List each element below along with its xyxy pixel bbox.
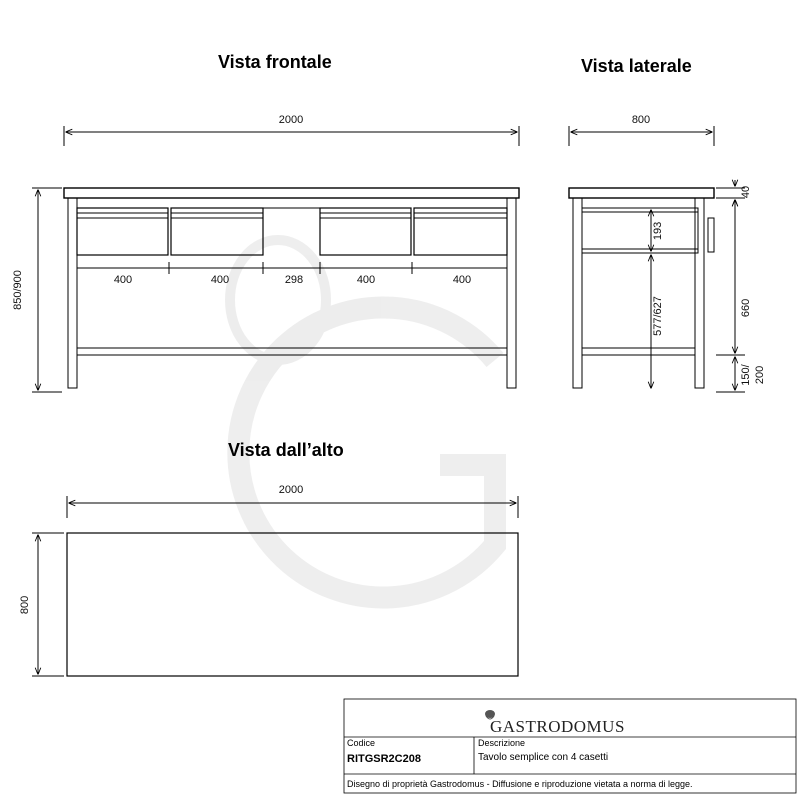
top-width-dimension: 2000 xyxy=(278,484,304,496)
side-view xyxy=(569,126,745,392)
clearance-dimension: 660 xyxy=(740,298,752,318)
drawer-width-3: 400 xyxy=(356,274,376,286)
side-view-title: Vista laterale xyxy=(581,56,692,76)
code-value: RITGSR2C208 xyxy=(347,753,421,765)
front-width-dimension: 2000 xyxy=(278,114,304,126)
drawer-width-2: 400 xyxy=(210,274,230,286)
gap-width: 298 xyxy=(284,274,304,286)
drawer-height-dimension: 193 xyxy=(652,221,664,241)
code-label: Codice xyxy=(347,738,376,748)
drawer-width-4: 400 xyxy=(452,274,472,286)
top-thickness-dimension: 40 xyxy=(740,185,752,199)
brand-name: GASTRODOMUS xyxy=(490,717,625,736)
drawer-width-1: 400 xyxy=(113,274,133,286)
front-view-title: Vista frontale xyxy=(218,52,332,72)
foot-dimension-line2: 200 xyxy=(754,365,766,385)
watermark-logo xyxy=(230,240,495,597)
foot-dimension-line1: 150/ xyxy=(740,364,752,386)
front-height-dimension: 850/900 xyxy=(12,270,24,310)
side-depth-dimension: 800 xyxy=(631,114,651,126)
description-value: Tavolo semplice con 4 casetti xyxy=(478,752,609,763)
description-label: Descrizione xyxy=(478,738,526,748)
leg-height-dimension: 577/627 xyxy=(652,296,664,336)
footer-note: Disegno di proprietà Gastrodomus - Diffusione e riproduzione vietata a norma di legge. xyxy=(347,779,693,789)
top-depth-dimension: 800 xyxy=(19,595,31,615)
top-view-title: Vista dall’alto xyxy=(228,440,344,460)
